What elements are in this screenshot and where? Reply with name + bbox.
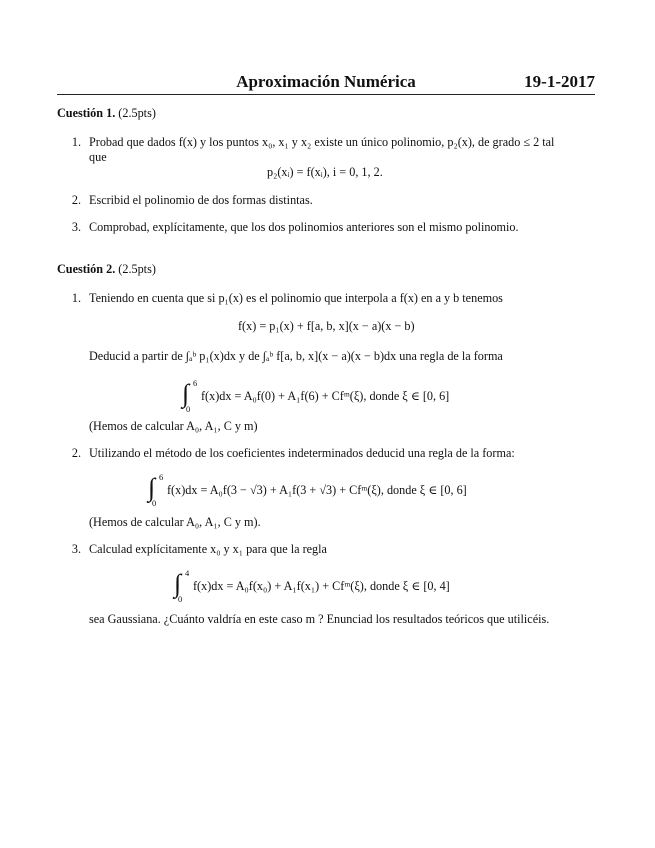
integral-lower-limit: 0 xyxy=(178,594,183,604)
exam-date: 19-1-2017 xyxy=(524,72,595,91)
q2-item-1-rule: f(x)dx = A₀f(0) + A₁f(6) + Cfᵐ(ξ), donde ξ ∈ [0, 6] xyxy=(201,389,450,403)
exam-header xyxy=(57,72,595,95)
integral-lower-limit: 0 xyxy=(152,498,157,508)
exam-title: Aproximación Numérica xyxy=(236,72,416,91)
q2-item-1-formula: f(x) = p₁(x) + f[a, b, x](x − a)(x − b) xyxy=(238,319,415,333)
question-2-label: Cuestión 2. xyxy=(57,262,116,276)
integral-sign: ∫ xyxy=(182,379,190,408)
q2-item-3-text: Calculad explícitamente x₀ y x₁ para que la regla xyxy=(89,542,327,556)
question-2-heading xyxy=(57,262,156,277)
q1-item-3-number: 3. xyxy=(71,220,81,234)
integral-sign: ∫ xyxy=(148,473,156,502)
q2-item-2-number: 2. xyxy=(71,446,81,460)
q2-item-1-text: Teniendo en cuenta que si p₁(x) es el polinomio que interpola a f(x) en a y b tenemos xyxy=(89,291,503,305)
q2-item-3-rule: f(x)dx = A₀f(x₀) + A₁f(x₁) + Cfᵐ(ξ), donde ξ ∈ [0, 4] xyxy=(193,579,450,593)
q1-item-2-number: 2. xyxy=(71,193,81,207)
q2-item-1-number: 1. xyxy=(71,291,81,305)
q2-item-2-rule: f(x)dx = A₀f(3 − √3) + A₁f(3 + √3) + Cfᵐ(ξ), donde ξ ∈ [0, 6] xyxy=(167,483,467,497)
integral-upper-limit: 6 xyxy=(159,472,164,482)
q2-item-1-deduce: Deducid a partir de ∫ₐᵇ p₁(x)dx y de ∫ₐᵇ f[a, b, x](x − a)(x − b)dx una regla de la forma xyxy=(89,349,503,363)
question-1-points: (2.5pts) xyxy=(118,106,156,120)
q1-item-1-formula: p₂(xᵢ) = f(xᵢ), i = 0, 1, 2. xyxy=(267,165,383,179)
q1-item-1-text-cont: que xyxy=(89,150,107,164)
integral-sign: ∫ xyxy=(174,569,182,598)
q1-item-1-number: 1. xyxy=(71,135,81,149)
q1-item-1-text: Probad que dados f(x) y los puntos x₀, x₁ y x₂ existe un único polinomio, p₂(x), de grado ≤ 2 tal xyxy=(89,135,555,149)
question-2-points: (2.5pts) xyxy=(118,262,156,276)
q2-item-2-text: Utilizando el método de los coeficientes indeterminados deducid una regla de la forma: xyxy=(89,446,515,460)
q1-item-3-text: Comprobad, explícitamente, que los dos polinomios anteriores son el mismo polinomio. xyxy=(89,220,519,234)
integral-lower-limit: 0 xyxy=(186,404,191,414)
q2-item-2-note: (Hemos de calcular A₀, A₁, C y m). xyxy=(89,515,261,529)
q2-item-3-number: 3. xyxy=(71,542,81,556)
integral-upper-limit: 6 xyxy=(193,378,198,388)
integral-upper-limit: 4 xyxy=(185,568,190,578)
q2-item-1-note: (Hemos de calcular A₀, A₁, C y m) xyxy=(89,419,258,433)
question-1-heading xyxy=(57,106,156,121)
q2-item-3-after: sea Gaussiana. ¿Cuánto valdría en este caso m ? Enunciad los resultados teóricos que utilicéis. xyxy=(89,612,550,626)
question-1-label: Cuestión 1. xyxy=(57,106,116,120)
q1-item-2-text: Escribid el polinomio de dos formas distintas. xyxy=(89,193,313,207)
